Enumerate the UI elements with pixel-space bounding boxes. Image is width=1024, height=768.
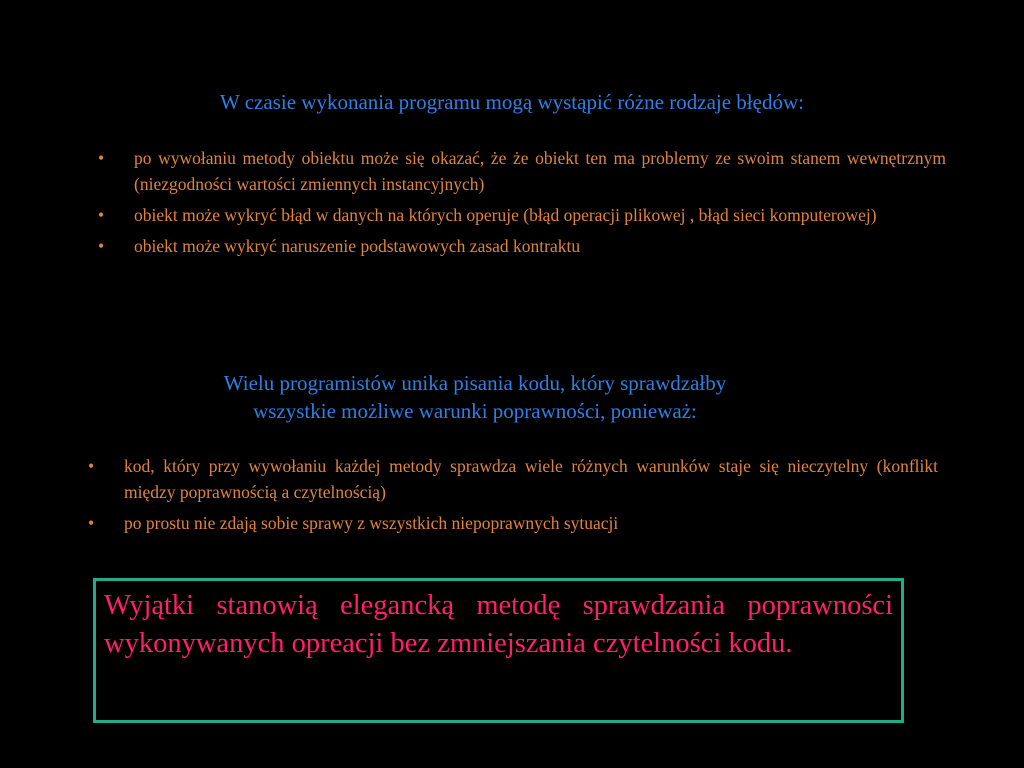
bullet-icon: •	[88, 513, 95, 533]
list-item-text: po wywołaniu metody obiektu może się okazać, że że obiekt ten ma problemy ze swoim stanem wewnętrznym (niezgodności wartości zmiennych instancyjnych)	[134, 148, 946, 194]
heading-line: Wielu programistów unika pisania kodu, który sprawdzałby	[223, 371, 727, 395]
summary-box	[93, 578, 904, 723]
list-item-text: kod, który przy wywołaniu każdej metody sprawdza wiele różnych warunków staje się nieczytelny (konflikt między poprawnością a czytelnością)	[124, 456, 938, 502]
list-item-text: obiekt może wykryć błąd w danych na których operuje (błąd operacji plikowej , błąd sieci komputerowej)	[134, 205, 877, 225]
bullet-icon: •	[98, 236, 105, 256]
summary-text: Wyjątki stanowią elegancką metodę sprawdzania poprawności wykonywanych opreacji bez zmniejszania czytelności kodu.	[104, 590, 893, 659]
heading-line: wszystkie możliwe warunki poprawności, ponieważ:	[253, 399, 697, 423]
bullet-icon: •	[98, 205, 105, 225]
reasons-list	[86, 453, 938, 541]
list-item	[96, 233, 946, 259]
slide-heading-programmers	[120, 369, 830, 425]
list-item	[96, 202, 946, 228]
list-item	[86, 510, 938, 536]
list-item-text: obiekt może wykryć naruszenie podstawowych zasad kontraktu	[134, 236, 581, 256]
list-item-text: po prostu nie zdają sobie sprawy z wszystkich niepoprawnych sytuacji	[124, 513, 619, 533]
list-item	[86, 453, 938, 505]
slide-heading-errors: W czasie wykonania programu mogą wystąpić różne rodzaje błędów:	[220, 90, 804, 114]
list-item	[96, 145, 946, 197]
bullet-icon: •	[88, 456, 95, 476]
bullet-icon: •	[98, 148, 105, 168]
error-types-list	[96, 145, 946, 264]
